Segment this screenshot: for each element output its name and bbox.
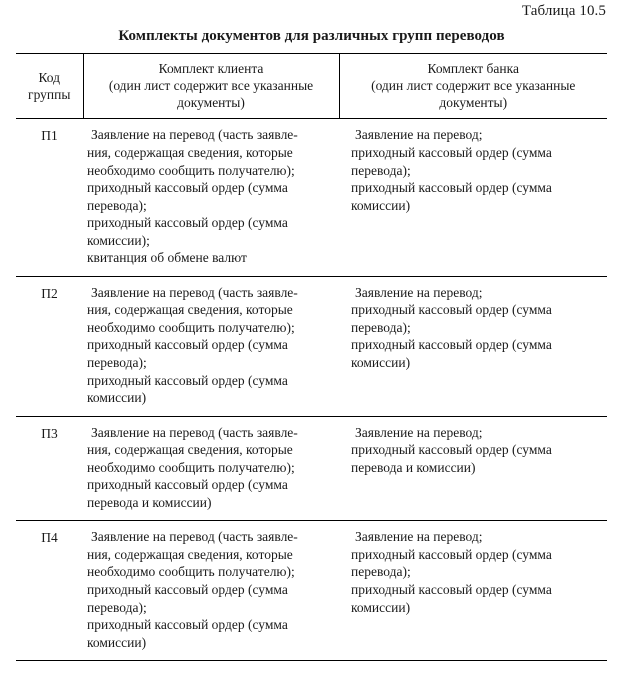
table-row [16, 521, 607, 661]
document-line: перевода); [351, 564, 411, 580]
document-line: Заявление на перевод (часть заявле- [91, 127, 298, 143]
document-line: приходный кассовый ордер (сумма [351, 546, 552, 562]
document-line: приходный кассовый ордер (сумма [87, 372, 288, 388]
document-line: приходный кассовый ордер (сумма [351, 582, 552, 597]
table-row [16, 119, 607, 276]
cell-group-code: П4 [41, 530, 58, 546]
cell-bank-documents [339, 119, 607, 276]
document-line: комиссии) [351, 197, 411, 213]
column-header-client-line-2: (один лист содержит все указанные [108, 78, 314, 94]
document-line: ния, содержащая сведения, которые [87, 442, 293, 458]
document-line: приходный кассовый ордер (сумма [87, 180, 288, 196]
cell-group-code: П2 [41, 285, 58, 301]
document-line: приходный кассовый ордер (сумма [351, 180, 552, 196]
cell-client-documents [83, 119, 339, 276]
column-header-client-line-1: Комплект клиента [158, 61, 264, 76]
document-line: квитанция об обмене валют [87, 250, 247, 266]
cell-client-documents [83, 276, 339, 416]
document-line: приходный кассовый ордер (сумма [351, 442, 552, 458]
column-header-client-line-3: документы) [177, 95, 245, 111]
column-header-code-line-2: группы [28, 86, 71, 102]
document-line: комиссии); [87, 232, 150, 248]
document-line: Заявление на перевод; [355, 529, 483, 545]
cell-client-documents [83, 416, 339, 521]
cell-client-documents [83, 521, 339, 661]
document-line: Заявление на перевод; [355, 424, 483, 440]
document-line: приходный кассовый ордер (сумма [87, 477, 288, 493]
document-line: Заявление на перевод (часть заявле- [91, 529, 298, 545]
document-line: приходный кассовый ордер (сумма [351, 144, 552, 160]
cell-bank-documents [339, 276, 607, 416]
column-header-bank-line-1: Комплект банка [427, 61, 519, 76]
column-header-code-line-1: Код [38, 69, 61, 85]
cell-group-code: П1 [41, 128, 58, 144]
document-line: Заявление на перевод; [355, 284, 483, 300]
document-line: перевода и комиссии) [87, 494, 212, 510]
document-line: комиссии) [351, 599, 411, 615]
document-line: Заявление на перевод; [355, 127, 483, 143]
table-number-caption: Таблица 10.5 [521, 3, 606, 19]
column-header-bank-line-3: документы) [439, 95, 508, 111]
column-header-client [83, 54, 339, 119]
table-header-row [16, 54, 607, 119]
document-line: приходный кассовый ордер (сумма [87, 337, 288, 353]
column-header-bank [339, 54, 607, 119]
document-line: приходный кассовый ордер (сумма [87, 617, 288, 633]
cell-bank-documents [339, 416, 607, 521]
table-body [16, 119, 607, 661]
document-line: комиссии) [87, 634, 147, 650]
document-line: перевода и комиссии) [351, 459, 476, 475]
document-line: приходный кассовый ордер (сумма [87, 215, 288, 231]
document-line: необходимо сообщить получателю); [87, 459, 295, 475]
cell-bank-documents [339, 521, 607, 661]
document-line: приходный кассовый ордер (сумма [87, 582, 288, 597]
table-header [16, 54, 607, 119]
document-line: ния, содержащая сведения, которые [87, 144, 293, 160]
document-line: необходимо сообщить получателю); [87, 319, 295, 335]
document-line: Заявление на перевод (часть заявле- [91, 424, 298, 440]
column-header-bank-line-2: (один лист содержит все указанные [371, 78, 576, 94]
column-header-code [16, 54, 83, 119]
document-line: необходимо сообщить получателю); [87, 564, 295, 580]
document-line: перевода); [87, 599, 147, 615]
table-title: Комплекты документов для различных групп переводов [118, 28, 505, 44]
document-line: приходный кассовый ордер (сумма [351, 302, 552, 318]
table-row [16, 276, 607, 416]
table-row [16, 416, 607, 521]
document-line: ния, содержащая сведения, которые [87, 546, 293, 562]
document-line: приходный кассовый ордер (сумма [351, 337, 552, 353]
document-line: необходимо сообщить получателю); [87, 162, 295, 178]
document-line: перевода); [351, 162, 411, 178]
document-line: перевода); [87, 354, 147, 370]
document-line: перевода); [351, 319, 411, 335]
document-line: комиссии) [87, 390, 147, 406]
document-line: ния, содержащая сведения, которые [87, 302, 293, 318]
document-line: комиссии) [351, 354, 411, 370]
cell-group-code: П3 [41, 425, 58, 441]
document-line: Заявление на перевод (часть заявле- [91, 284, 298, 300]
documents-table [16, 53, 607, 661]
document-line: перевода); [87, 197, 147, 213]
